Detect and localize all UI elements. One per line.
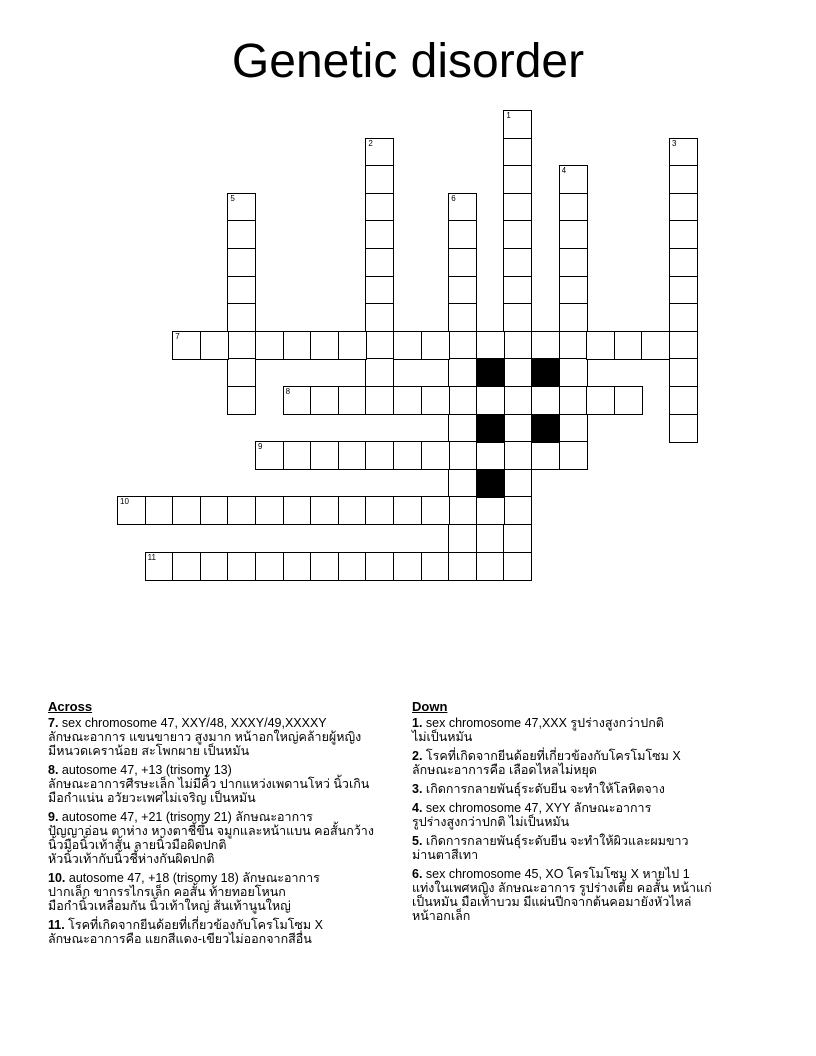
clue-number: 8.	[48, 763, 59, 777]
crossword-cell[interactable]	[559, 358, 588, 387]
crossword-cell[interactable]	[365, 220, 394, 249]
crossword-cell[interactable]	[310, 552, 339, 581]
clue-number: 10	[120, 497, 129, 507]
crossword-cell[interactable]	[227, 276, 256, 305]
crossword-cell[interactable]	[559, 303, 588, 332]
clue-number: 8	[285, 387, 291, 396]
clue-line	[48, 852, 396, 866]
crossword-cell[interactable]	[255, 441, 284, 470]
crossword-cell[interactable]	[227, 303, 256, 332]
crossword-cell[interactable]	[559, 248, 588, 277]
crossword-cell[interactable]	[365, 496, 394, 525]
crossword-cell[interactable]	[283, 496, 312, 525]
black-square	[476, 358, 505, 387]
clue-number: 5	[230, 193, 235, 203]
crossword-cell[interactable]	[365, 358, 394, 387]
down-heading: Down	[412, 699, 448, 714]
crossword-cell[interactable]	[227, 193, 256, 222]
down-clues	[412, 700, 722, 928]
crossword-cell[interactable]	[365, 193, 394, 222]
across-clue-list	[48, 716, 396, 946]
clue-number: 3.	[412, 782, 423, 796]
clue-line	[48, 716, 396, 730]
crossword-cell[interactable]	[669, 165, 698, 194]
crossword-cell[interactable]	[365, 165, 394, 194]
clue-line	[48, 730, 396, 744]
crossword-cell[interactable]	[559, 193, 588, 222]
clue-number: 10.	[48, 871, 66, 885]
crossword-cell[interactable]	[503, 524, 532, 553]
crossword-cell[interactable]	[448, 358, 477, 387]
crossword-cell[interactable]	[448, 496, 477, 525]
crossword-cell[interactable]	[586, 386, 615, 415]
clue-line	[412, 716, 722, 730]
clue-line	[48, 885, 396, 899]
clue-line	[48, 777, 396, 791]
crossword-cell[interactable]	[365, 248, 394, 277]
crossword-cell[interactable]	[503, 414, 532, 443]
crossword-cell[interactable]	[531, 441, 560, 470]
clue-text: sex chromosome 47, XXY/48, XXXY/49,XXXXY	[61, 716, 327, 730]
crossword-cell[interactable]	[145, 496, 174, 525]
clue-text: โรคที่เกิดจากยีนด้อยที่เกี่ยวข้องกับโครโมโซม X	[425, 749, 681, 763]
down-clue	[412, 834, 722, 862]
crossword-cell[interactable]	[448, 469, 477, 498]
crossword-cell[interactable]	[503, 358, 532, 387]
across-heading: Across	[48, 699, 93, 714]
across-clue	[48, 763, 396, 805]
clue-line	[412, 782, 722, 796]
down-clue-list	[412, 716, 722, 923]
crossword-cell[interactable]	[503, 165, 532, 194]
crossword-cell[interactable]	[365, 331, 394, 360]
crossword-cell[interactable]	[421, 441, 450, 470]
clue-line	[48, 899, 396, 913]
clue-number: 7	[175, 331, 180, 341]
crossword-cell[interactable]	[586, 331, 615, 360]
clue-number: 1.	[412, 716, 423, 730]
clue-text: เกิดการกลายพันธุ์ระดับยีน จะทำให้ผิวและผมขาว	[425, 834, 689, 848]
crossword-cell[interactable]	[200, 496, 229, 525]
crossword-cell[interactable]	[338, 441, 367, 470]
black-square	[476, 469, 505, 498]
crossword-cell[interactable]	[365, 552, 394, 581]
crossword-cell[interactable]	[531, 386, 560, 415]
clue-line	[412, 763, 722, 777]
crossword-cell[interactable]	[255, 496, 284, 525]
crossword-cell[interactable]	[669, 193, 698, 222]
crossword-cell[interactable]	[559, 220, 588, 249]
clue-number: 5.	[412, 834, 423, 848]
black-square	[531, 358, 560, 387]
clue-line	[48, 824, 396, 838]
crossword-cell[interactable]	[393, 496, 422, 525]
clue-number: 4	[561, 166, 567, 176]
crossword-cell[interactable]	[531, 331, 560, 360]
crossword-cell[interactable]	[448, 220, 477, 249]
crossword-cell[interactable]	[172, 496, 201, 525]
clue-text: ลักษณะอาการคือ เลือดไหลไม่หยุด	[412, 763, 597, 777]
crossword-cell[interactable]	[503, 303, 532, 332]
clue-line	[412, 815, 722, 829]
crossword-cell[interactable]	[421, 331, 450, 360]
crossword-cell[interactable]	[338, 386, 367, 415]
clue-number: 7.	[48, 716, 59, 730]
crossword-cell[interactable]	[559, 441, 588, 470]
crossword-cell[interactable]	[448, 552, 477, 581]
crossword-cell[interactable]	[448, 524, 477, 553]
crossword-cell[interactable]	[227, 496, 256, 525]
clue-text: นิ้วมือนิ้วเท้าสั้น ลายนิ้วมือผิดปกติ	[48, 838, 227, 852]
clue-line	[412, 867, 722, 881]
crossword-cell[interactable]	[448, 193, 477, 222]
crossword-cell[interactable]	[200, 331, 229, 360]
crossword-cell[interactable]	[365, 386, 394, 415]
clue-line	[48, 791, 396, 805]
crossword-cell[interactable]	[669, 248, 698, 277]
crossword-cell[interactable]	[614, 331, 643, 360]
clue-number: 9	[258, 442, 263, 452]
crossword-cell[interactable]	[283, 331, 312, 360]
crossword-cell[interactable]	[448, 248, 477, 277]
crossword-cell[interactable]	[338, 496, 367, 525]
crossword-cell[interactable]	[559, 276, 588, 305]
clue-line	[48, 871, 396, 885]
crossword-cell[interactable]	[227, 358, 256, 387]
across-clues	[48, 700, 396, 951]
clue-number: 6.	[412, 867, 423, 881]
crossword-cell[interactable]	[503, 220, 532, 249]
crossword-cell[interactable]	[200, 552, 229, 581]
clue-line	[412, 909, 722, 923]
crossword-cell[interactable]	[310, 331, 339, 360]
crossword-cell[interactable]	[448, 386, 477, 415]
clue-number: 11.	[48, 918, 65, 932]
crossword-cell[interactable]	[365, 441, 394, 470]
crossword-cell[interactable]	[503, 110, 532, 139]
crossword-cell[interactable]	[172, 552, 201, 581]
crossword-cell[interactable]	[338, 552, 367, 581]
clue-text: ลักษณะอาการคือ แยกสีแดง-เขียวไม่ออกจากสีอื่น	[48, 932, 312, 946]
crossword-cell[interactable]	[669, 276, 698, 305]
crossword-cell[interactable]	[283, 441, 312, 470]
clue-text: เกิดการกลายพันธุ์ระดับยีน จะทำให้โลหิตจาง	[425, 782, 665, 796]
clue-text: โรคที่เกิดจากยีนด้อยที่เกี่ยวข้องกับโครโมโซม X	[68, 918, 323, 932]
clue-number: 2.	[412, 749, 423, 763]
crossword-cell[interactable]	[393, 441, 422, 470]
clue-text: รูปร่างสูงกว่าปกติ ไม่เป็นหมัน	[412, 815, 570, 829]
crossword-cell[interactable]	[448, 414, 477, 443]
crossword-cell[interactable]	[283, 552, 312, 581]
clue-text: เป็นหมัน มือเท้าบวม มีแผ่นปีกจากต้นคอมายังหัวไหล่	[412, 895, 692, 909]
clue-text: ลักษณะอาการศีรษะเล็ก ไม่มีคิ้ว ปากแหว่งเพดานโหว่ นิ้วเกิน	[48, 777, 370, 791]
crossword-cell[interactable]	[503, 552, 532, 581]
clue-number: 3	[672, 138, 677, 148]
crossword-cell[interactable]	[476, 386, 505, 415]
crossword-cell[interactable]	[559, 165, 588, 194]
crossword-cell[interactable]	[227, 386, 256, 415]
crossword-cell[interactable]	[421, 386, 450, 415]
clue-text: ปัญญาอ่อน ตาห่าง หางตาชี้ขึ้น จมูกและหน้าแบน คอสั้นกว้าง	[48, 824, 374, 838]
crossword-cell[interactable]	[503, 496, 532, 525]
crossword-cell[interactable]	[669, 414, 698, 443]
crossword-cell[interactable]	[448, 303, 477, 332]
crossword-cell[interactable]	[669, 358, 698, 387]
crossword-cell[interactable]	[503, 276, 532, 305]
clue-text: sex chromosome 47, XYY ลักษณะอาการ	[425, 801, 652, 815]
crossword-cell[interactable]	[503, 386, 532, 415]
crossword-cell[interactable]	[227, 248, 256, 277]
clue-line	[412, 801, 722, 815]
crossword-cell[interactable]	[614, 386, 643, 415]
crossword-cell[interactable]	[393, 552, 422, 581]
crossword-cell[interactable]	[669, 138, 698, 167]
clue-text: autosome 47, +21 (trisomy 21) ลักษณะอาการ	[61, 810, 313, 824]
crossword-cell[interactable]	[393, 331, 422, 360]
clue-number: 1	[506, 111, 511, 120]
down-clue	[412, 716, 722, 744]
crossword-cell[interactable]	[145, 552, 174, 581]
clue-line	[412, 749, 722, 763]
clue-line	[48, 918, 396, 932]
crossword-cell[interactable]	[503, 469, 532, 498]
clue-text: autosome 47, +18 (trisomy 18) ลักษณะอาการ	[68, 871, 320, 885]
crossword-cell[interactable]	[310, 496, 339, 525]
crossword-cell[interactable]	[255, 552, 284, 581]
clue-number: 11	[147, 552, 156, 562]
crossword-cell[interactable]	[503, 441, 532, 470]
clue-line	[412, 848, 722, 862]
clue-text: sex chromosome 47,XXX รูปร่างสูงกว่าปกติ	[425, 716, 664, 730]
clue-text: มือกำแน่น อวัยวะเพศไม่เจริญ เป็นหมัน	[48, 791, 256, 805]
down-clue	[412, 749, 722, 777]
clue-line	[48, 744, 396, 758]
crossword-cell[interactable]	[476, 441, 505, 470]
clue-text: ไม่เป็นหมัน	[412, 730, 473, 744]
clue-number: 9.	[48, 810, 59, 824]
down-clue	[412, 867, 722, 923]
crossword-cell[interactable]	[365, 303, 394, 332]
clue-line	[48, 810, 396, 824]
clue-text: แท่งในเพศหญิง ลักษณะอาการ รูปร่างเตี้ย คอสั้น หน้าแก่	[412, 881, 712, 895]
crossword-cell[interactable]	[448, 276, 477, 305]
crossword-cell[interactable]	[365, 276, 394, 305]
clue-line	[412, 895, 722, 909]
crossword-cell[interactable]	[172, 331, 201, 360]
clue-text: ม่านตาสีเทา	[412, 848, 479, 862]
clue-number: 2	[368, 138, 373, 148]
across-clue	[48, 716, 396, 758]
clue-text: มือกำนิ้วเหลื่อมกัน นิ้วเท้าใหญ่ ส้นเท้านูนใหญ่	[48, 899, 291, 913]
black-square	[531, 414, 560, 443]
crossword-cell[interactable]	[421, 496, 450, 525]
crossword-cell[interactable]	[448, 441, 477, 470]
clue-line	[48, 838, 396, 852]
crossword-cell[interactable]	[310, 386, 339, 415]
crossword-cell[interactable]	[669, 331, 698, 360]
crossword-cell[interactable]	[669, 386, 698, 415]
crossword-cell[interactable]	[641, 331, 670, 360]
crossword-cell[interactable]	[503, 193, 532, 222]
crossword-cell[interactable]	[503, 331, 532, 360]
crossword-cell[interactable]	[503, 138, 532, 167]
crossword-cell[interactable]	[669, 303, 698, 332]
crossword-cell[interactable]	[393, 386, 422, 415]
crossword-cell[interactable]	[421, 552, 450, 581]
crossword-cell[interactable]	[310, 441, 339, 470]
puzzle-title: Genetic disorder	[231, 35, 585, 88]
clue-number: 4.	[412, 801, 423, 815]
across-clue	[48, 918, 396, 946]
clue-text: มีหนวดเคราน้อย สะโพกผาย เป็นหมัน	[48, 744, 250, 758]
clue-text: autosome 47, +13 (trisomy 13)	[61, 763, 232, 777]
crossword-cell[interactable]	[255, 331, 284, 360]
crossword-cell[interactable]	[283, 386, 312, 415]
clue-line	[48, 763, 396, 777]
clue-line	[412, 834, 722, 848]
crossword-cell[interactable]	[365, 138, 394, 167]
crossword-cell[interactable]	[227, 552, 256, 581]
crossword-cell[interactable]	[559, 414, 588, 443]
crossword-cell[interactable]	[476, 552, 505, 581]
crossword-cell[interactable]	[559, 331, 588, 360]
crossword-cell[interactable]	[476, 496, 505, 525]
crossword-cell[interactable]	[117, 496, 146, 525]
clue-line	[412, 730, 722, 744]
crossword-cell[interactable]	[669, 220, 698, 249]
down-clue	[412, 801, 722, 829]
down-clue	[412, 782, 722, 796]
crossword-cell[interactable]	[227, 220, 256, 249]
crossword-cell[interactable]	[476, 331, 505, 360]
clue-text: sex chromosome 45, XO โครโมโซม X หายไป 1	[425, 867, 690, 881]
crossword-cell[interactable]	[559, 386, 588, 415]
clue-text: หน้าอกเล็ก	[412, 909, 471, 923]
across-clue	[48, 871, 396, 913]
clue-line	[412, 881, 722, 895]
black-square	[476, 414, 505, 443]
across-clue	[48, 810, 396, 866]
crossword-cell[interactable]	[338, 331, 367, 360]
crossword-cell[interactable]	[448, 331, 477, 360]
crossword-cell[interactable]	[227, 331, 256, 360]
clue-text: หัวนิ้วเท้ากับนิ้วชี้ห่างกันผิดปกติ	[48, 852, 215, 866]
clue-text: ปากเล็ก ขากรรไกรเล็ก คอสั้น ท้ายทอยโหนก	[48, 885, 286, 899]
clue-number: 6	[451, 193, 456, 203]
clue-text: ลักษณะอาการ แขนขายาว สูงมาก หน้าอกใหญ่คล้ายผู้หญิง	[48, 730, 362, 744]
clue-line	[48, 932, 396, 946]
crossword-cell[interactable]	[503, 248, 532, 277]
